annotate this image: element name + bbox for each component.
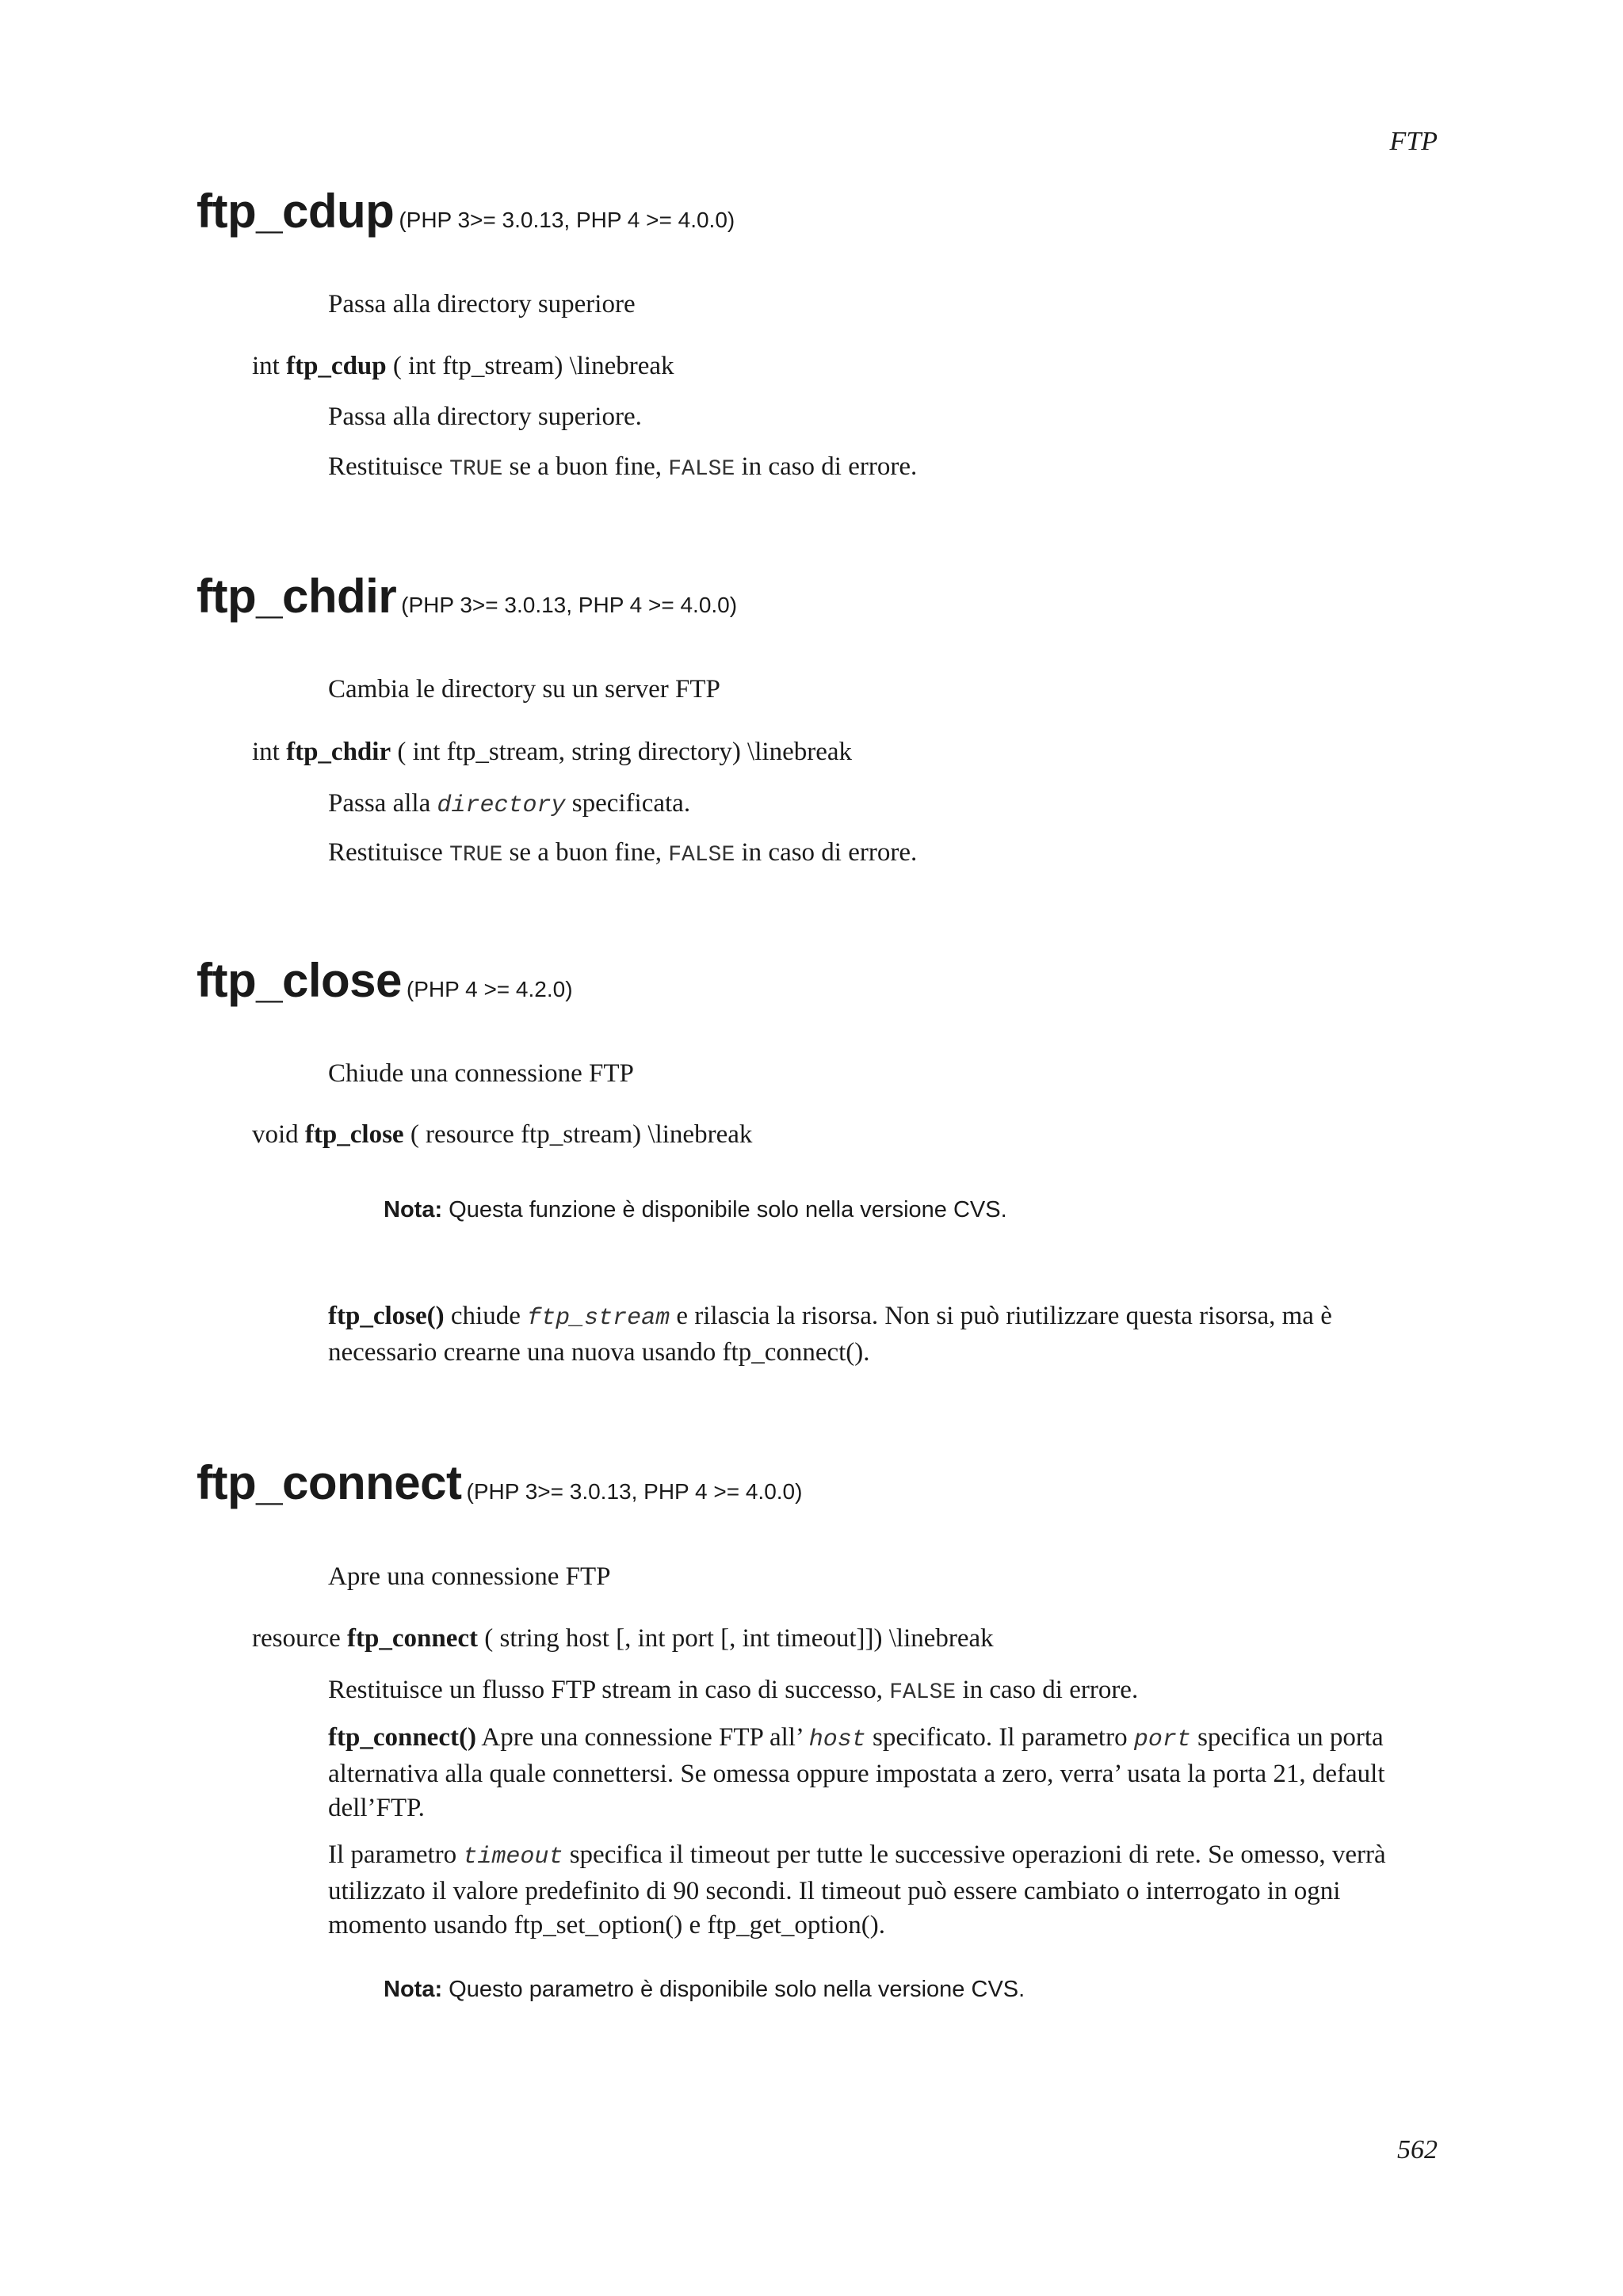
parameter: port	[1133, 1726, 1191, 1753]
description	[328, 1721, 1430, 1825]
function-purpose: Cambia le directory su un server FTP	[328, 675, 720, 704]
function-title	[197, 1455, 802, 1510]
function-title	[197, 569, 737, 624]
constant-true: TRUE	[449, 843, 503, 868]
return-type: int	[252, 738, 280, 766]
return-values	[328, 450, 1430, 486]
page-number: 562	[1397, 2135, 1438, 2164]
synopsis-args: ( string host [, int port [, int timeout]]) \linebreak	[484, 1624, 994, 1653]
text: e rilascia la risorsa. Non si può riutilizzare questa risorsa, ma è necessario crearne una nuova usando ftp_connect().	[328, 1302, 1332, 1367]
parameter: host	[808, 1726, 866, 1753]
function-name: ftp_close	[197, 954, 402, 1007]
parameter: directory	[437, 792, 566, 819]
function-purpose: Chiude una connessione FTP	[328, 1059, 634, 1088]
function-version: (PHP 4 >= 4.2.0)	[406, 977, 573, 1001]
text: se a buon fine,	[509, 452, 662, 481]
constant-false: FALSE	[668, 457, 735, 482]
text: Restituisce un flusso FTP stream in caso di successo,	[328, 1676, 883, 1704]
text: se a buon fine,	[509, 838, 662, 867]
text: Il parametro	[328, 1840, 457, 1869]
synopsis-name: ftp_cdup	[286, 352, 387, 380]
parameter: ftp_stream	[527, 1305, 670, 1332]
description-timeout	[328, 1838, 1430, 1943]
function-reference: ftp_connect()	[328, 1723, 476, 1752]
synopsis-args: ( resource ftp_stream) \linebreak	[410, 1120, 753, 1149]
synopsis-name: ftp_close	[304, 1120, 404, 1149]
function-version: (PHP 3>= 3.0.13, PHP 4 >= 4.0.0)	[401, 593, 738, 617]
function-purpose: Apre una connessione FTP	[328, 1562, 611, 1591]
synopsis-args: ( int ftp_stream) \linebreak	[392, 352, 674, 380]
function-name: ftp_chdir	[197, 570, 397, 623]
note-label: Nota:	[384, 1197, 443, 1222]
description	[328, 787, 1430, 823]
note-text: Questa funzione è disponibile solo nella versione CVS.	[449, 1197, 1007, 1222]
constant-false: FALSE	[889, 1680, 957, 1705]
text: specificato. Il parametro	[872, 1723, 1128, 1752]
text: Apre una connessione FTP all’	[481, 1723, 803, 1752]
note-label: Nota:	[384, 1977, 443, 2002]
function-title	[197, 953, 573, 1008]
function-version: (PHP 3>= 3.0.13, PHP 4 >= 4.0.0)	[399, 208, 735, 232]
return-type: void	[252, 1120, 299, 1149]
text: specificata.	[571, 789, 691, 818]
text: specifica il timeout per tutte le successive operazioni di rete. Se omesso, verrà utilizzato il valore predefinito di 90 secondi. Il timeout può essere cambiato o interrogato in ogni momento usando ftp_set_option() e ftp_get_option().	[328, 1840, 1386, 1939]
function-synopsis	[252, 738, 852, 767]
note	[384, 1197, 1007, 1223]
return-type: int	[252, 352, 280, 380]
function-reference: ftp_close()	[328, 1302, 445, 1330]
text: in caso di errore.	[962, 1676, 1139, 1704]
description: Passa alla directory superiore.	[328, 402, 642, 431]
note	[384, 1977, 1025, 2003]
function-purpose: Passa alla directory superiore	[328, 290, 636, 318]
return-type: resource	[252, 1624, 341, 1653]
synopsis-name: ftp_connect	[347, 1624, 478, 1653]
text: chiude	[450, 1302, 521, 1330]
running-header: FTP	[1389, 127, 1438, 156]
description	[328, 1299, 1430, 1370]
constant-false: FALSE	[668, 843, 735, 868]
function-version: (PHP 3>= 3.0.13, PHP 4 >= 4.0.0)	[466, 1479, 803, 1504]
function-title	[197, 184, 735, 238]
text: Restituisce	[328, 452, 443, 481]
parameter: timeout	[463, 1844, 563, 1871]
function-name: ftp_connect	[197, 1456, 462, 1509]
text: in caso di errore.	[741, 838, 918, 867]
text: specifica un porta alternativa alla quale connettersi. Se omessa oppure impostata a zero, verra’ usata la porta 21, default dell’FTP.	[328, 1723, 1385, 1822]
function-synopsis	[252, 1624, 994, 1653]
synopsis-name: ftp_chdir	[286, 738, 391, 766]
function-synopsis	[252, 1120, 752, 1150]
note-text: Questo parametro è disponibile solo nella versione CVS.	[449, 1977, 1025, 2002]
return-values	[328, 1673, 1430, 1710]
synopsis-args: ( int ftp_stream, string directory) \linebreak	[397, 738, 852, 766]
return-values	[328, 836, 1430, 872]
function-name: ftp_cdup	[197, 185, 395, 238]
function-synopsis	[252, 352, 674, 381]
text: Passa alla	[328, 789, 431, 818]
text: Restituisce	[328, 838, 443, 867]
text: in caso di errore.	[741, 452, 918, 481]
constant-true: TRUE	[449, 457, 503, 482]
